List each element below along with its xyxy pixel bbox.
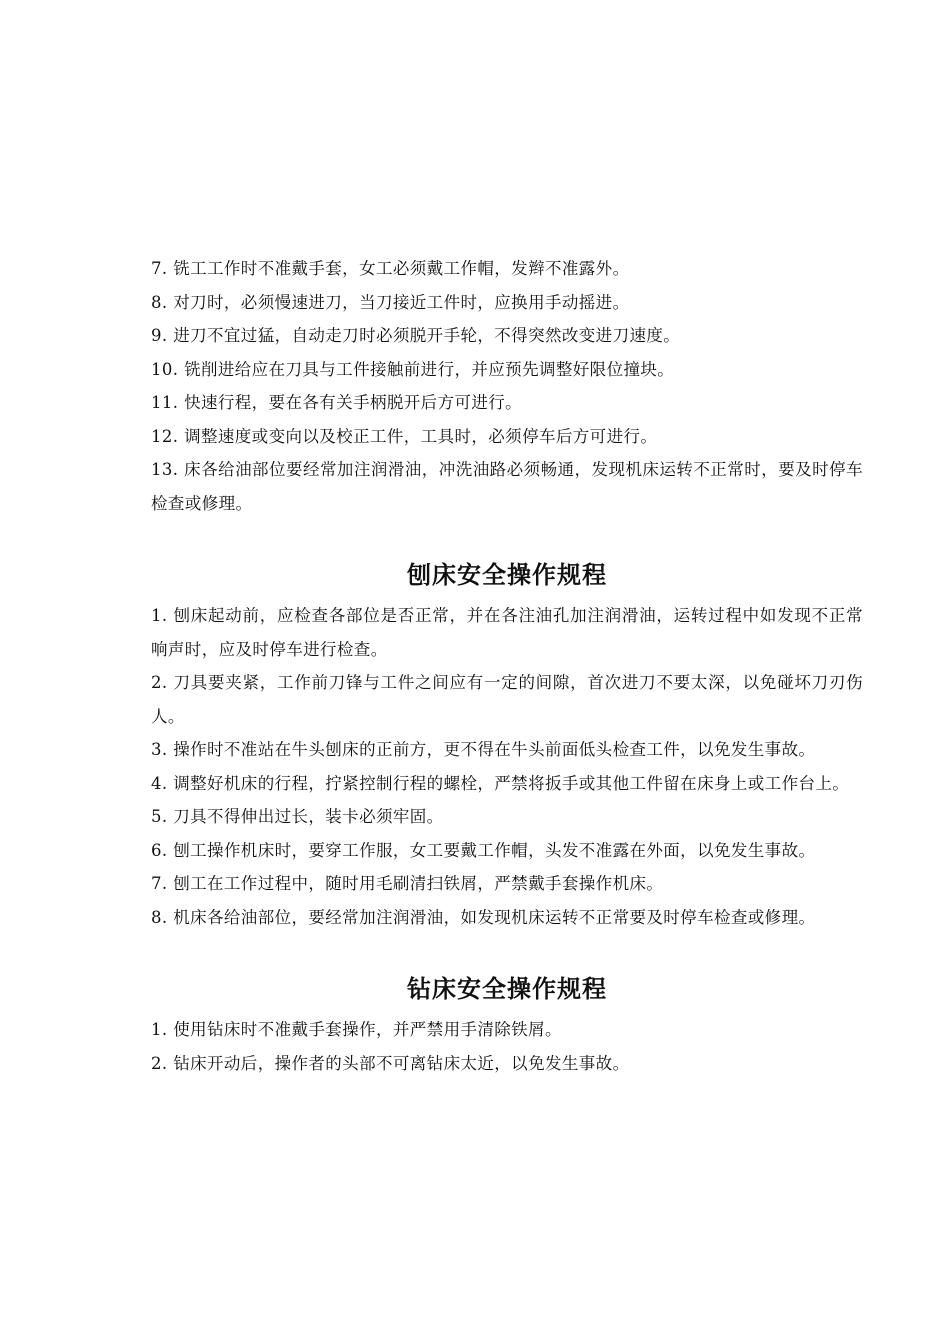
list-item: 13. 床各给油部位要经常加注润滑油，冲洗油路必须畅通，发现机床运转不正常时，要及时停车检查或修理。: [151, 460, 863, 513]
drill-rules-section: [151, 971, 863, 1080]
list-item: 5. 刀具不得伸出过长，装卡必须牢固。: [151, 807, 444, 826]
planer-rules-section: [151, 557, 863, 934]
list-item: 2. 钻床开动后，操作者的头部不可离钻床太近，以免发生事故。: [151, 1053, 630, 1073]
list-item: 3. 操作时不准站在牛头刨床的正前方，更不得在牛头前面低头检查工件，以免发生事故。: [151, 740, 816, 759]
list-item: 11. 快速行程，要在各有关手柄脱开后方可进行。: [151, 393, 523, 412]
planer-rules-title: 刨床安全操作规程: [407, 560, 607, 589]
list-item: 7. 刨工在工作过程中，随时用毛刷清扫铁屑，严禁戴手套操作机床。: [151, 874, 664, 893]
document-body: [151, 252, 863, 1080]
drill-rules-title: 钻床安全操作规程: [407, 974, 607, 1003]
list-item: 1. 使用钻床时不准戴手套操作，并严禁用手清除铁屑。: [151, 1020, 562, 1039]
list-item: 10. 铣削进给应在刀具与工件接触前进行，并应预先调整好限位撞块。: [151, 359, 675, 379]
list-item: 6. 刨工操作机床时，要穿工作服，女工要戴工作帽，头发不准露在外面，以免发生事故。: [151, 840, 816, 860]
list-item: 1. 刨床起动前，应检查各部位是否正常，并在各注油孔加注润滑油，运转过程中如发现不正常响声时，应及时停车进行检查。: [151, 606, 863, 659]
list-item: 4. 调整好机床的行程，拧紧控制行程的螺栓，严禁将扳手或其他工件留在床身上或工作台上。: [151, 773, 850, 793]
list-item: 8. 机床各给油部位，要经常加注润滑油，如发现机床运转不正常要及时停车检查或修理。: [151, 907, 816, 927]
milling-rules-continued: [151, 252, 863, 520]
list-item: 9. 进刀不宜过猛，自动走刀时必须脱开手轮，不得突然改变进刀速度。: [151, 326, 681, 345]
list-item: 2. 刀具要夹紧，工作前刀锋与工件之间应有一定的间隙，首次进刀不要太深，以免碰坏刀刃伤人。: [151, 673, 863, 726]
list-item: 7. 铣工工作时不准戴手套，女工必须戴工作帽，发辫不准露外。: [151, 259, 630, 278]
list-item: 12. 调整速度或变向以及校正工件，工具时，必须停车后方可进行。: [151, 426, 658, 446]
list-item: 8. 对刀时，必须慢速进刀，当刀接近工件时，应换用手动摇进。: [151, 292, 630, 312]
